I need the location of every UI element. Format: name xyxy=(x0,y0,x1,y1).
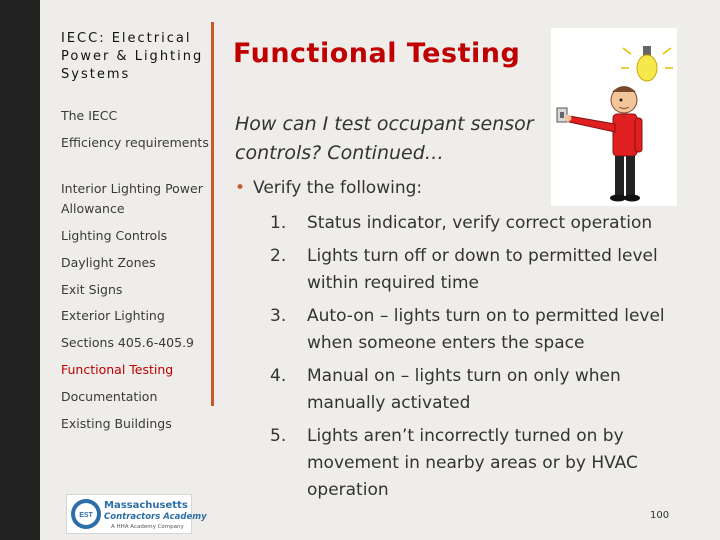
sidebar-item-functional-testing[interactable]: Functional Testing xyxy=(61,362,174,377)
sidebar-item-efficiency-requirements[interactable]: Efficiency requirements xyxy=(61,135,209,150)
page-title: Functional Testing xyxy=(233,38,521,69)
list-item xyxy=(270,423,670,504)
sidebar-item-the-iecc[interactable]: The IECC xyxy=(61,108,118,123)
list-item-text: Lights aren’t incorrectly turned on by movement in nearby areas or by HVAC operation xyxy=(307,426,638,500)
logo-name-line1: Massachusetts xyxy=(104,500,188,511)
logo-name-line2: Contractors Academy xyxy=(104,512,207,522)
sidebar-item-interior-lighting-power-allowance[interactable]: Interior Lighting Power Allowance xyxy=(61,181,203,216)
sidebar-item-exterior-lighting[interactable]: Exterior Lighting xyxy=(61,308,165,323)
seal-text: EST xyxy=(79,512,93,519)
list-item xyxy=(270,243,670,297)
list-item-number: 3. xyxy=(270,306,287,326)
slide-subtitle: How can I test occupant sensor controls? Continued… xyxy=(235,113,534,164)
list-item xyxy=(270,303,670,357)
sidebar-title: IECC: Electrical Power & Lighting Systems xyxy=(61,31,204,82)
light-bulb-icon xyxy=(621,46,673,81)
list-item xyxy=(270,363,670,417)
sidebar-item-exit-signs[interactable]: Exit Signs xyxy=(61,282,123,297)
list-item-text: Auto-on – lights turn on to permitted level when someone enters the space xyxy=(307,306,665,353)
list-item-number: 4. xyxy=(270,366,287,386)
page-number: 100 xyxy=(650,510,670,521)
list-item-text: Manual on – lights turn on only when manually activated xyxy=(307,366,621,413)
academy-logo xyxy=(66,494,207,534)
bullet-item xyxy=(235,178,422,198)
list-item-text: Lights turn off or down to permitted level within required time xyxy=(307,246,658,293)
list-item-number: 1. xyxy=(270,213,287,233)
accent-divider xyxy=(211,22,214,406)
list-item-number: 5. xyxy=(270,426,287,446)
list-item-text: Status indicator, verify correct operation xyxy=(307,213,653,233)
sidebar-item-lighting-controls[interactable]: Lighting Controls xyxy=(61,228,168,243)
person-light-switch-illustration xyxy=(551,28,677,206)
sidebar-item-documentation[interactable]: Documentation xyxy=(61,389,158,404)
sidebar-item-daylight-zones[interactable]: Daylight Zones xyxy=(61,255,156,270)
person-icon xyxy=(565,86,643,202)
bullet-text: Verify the following: xyxy=(253,178,423,198)
list-item-number: 2. xyxy=(270,246,287,266)
seal-icon xyxy=(70,498,102,530)
sidebar-item-sections[interactable]: Sections 405.6-405.9 xyxy=(61,335,195,350)
sidebar-item-existing-buildings[interactable]: Existing Buildings xyxy=(61,416,172,431)
list-item xyxy=(270,210,670,237)
logo-tagline: A HHA Academy Company xyxy=(111,524,184,530)
bullet-dot-icon: • xyxy=(235,178,246,198)
